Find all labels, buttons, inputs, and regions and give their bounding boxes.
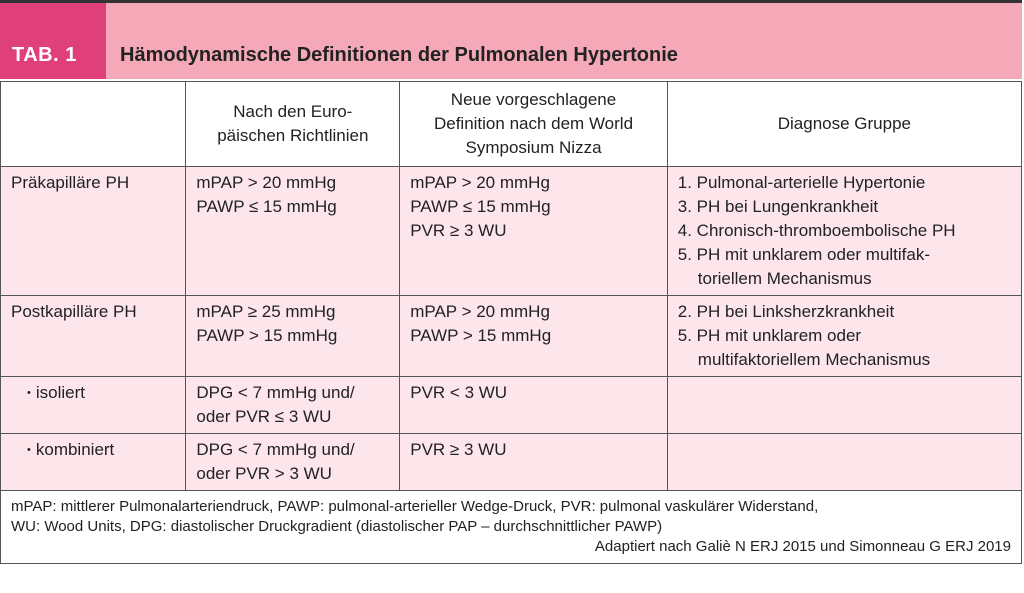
row-label: Postkapilläre PH xyxy=(11,302,137,321)
groups-line: toriellem Mechanismus xyxy=(697,269,872,288)
eu-line: DPG < 7 mmHg und/ xyxy=(196,440,355,459)
eu-line: PAWP ≤ 15 mmHg xyxy=(196,197,337,216)
groups-line: multifaktoriellem Mechanismus xyxy=(697,350,931,369)
column-header-new-line: Definition nach dem World xyxy=(433,114,634,133)
table-title: Hämodynamische Definitionen der Pulmonalen Hypertonie xyxy=(120,44,678,66)
column-header-empty xyxy=(1,82,186,167)
new-line: PAWP ≤ 15 mmHg xyxy=(410,197,551,216)
new-line: PVR ≥ 3 WU xyxy=(410,440,507,459)
row-label-cell xyxy=(1,167,186,296)
groups-line: 4. Chronisch-thromboembolische PH xyxy=(677,221,956,240)
table-row xyxy=(1,377,1022,434)
footnote-line: WU: Wood Units, DPG: diastolischer Druckgradient (diastolischer PAP – durchschnittlicher PAWP) xyxy=(11,518,663,535)
footnote-row xyxy=(1,491,1022,564)
eu-criteria-cell xyxy=(186,296,400,377)
eu-line: oder PVR > 3 WU xyxy=(196,464,332,483)
diagnosis-groups-cell xyxy=(667,296,1021,377)
diagnosis-groups-cell xyxy=(667,377,1021,434)
source-note: Adaptiert nach Galiè N ERJ 2015 und Simonneau G ERJ 2019 xyxy=(594,538,1011,555)
groups-line: 5. PH mit unklarem oder xyxy=(677,326,862,345)
footnote-line: mPAP: mittlerer Pulmonalarteriendruck, PAWP: pulmonal-arterieller Wedge-Druck, PVR: pulmonal vaskulärer Widerstand, xyxy=(11,498,819,515)
row-label-cell xyxy=(1,434,186,491)
column-header-new xyxy=(400,82,668,167)
new-criteria-cell xyxy=(400,167,668,296)
column-header-new-line: Neue vorgeschlagene xyxy=(450,90,617,109)
table-row xyxy=(1,296,1022,377)
groups-line: 5. PH mit unklarem oder multifak- xyxy=(677,245,931,264)
table-number: TAB. 1 xyxy=(12,44,77,66)
new-criteria-cell xyxy=(400,377,668,434)
new-line: PVR < 3 WU xyxy=(410,383,508,402)
row-label-cell xyxy=(1,377,186,434)
eu-criteria-cell xyxy=(186,167,400,296)
new-line: PAWP > 15 mmHg xyxy=(410,326,552,345)
diagnosis-groups-cell xyxy=(667,434,1021,491)
new-criteria-cell xyxy=(400,296,668,377)
eu-criteria-cell xyxy=(186,377,400,434)
groups-line: 3. PH bei Lungenkrankheit xyxy=(677,197,879,216)
row-label: • isoliert xyxy=(27,383,85,402)
row-label: Präkapilläre PH xyxy=(11,173,130,192)
row-label-cell xyxy=(1,296,186,377)
new-line: mPAP > 20 mmHg xyxy=(410,173,550,192)
groups-line: 2. PH bei Linksherzkrankheit xyxy=(677,302,895,321)
table-row xyxy=(1,434,1022,491)
new-criteria-cell xyxy=(400,434,668,491)
diagnosis-groups-cell xyxy=(667,167,1021,296)
column-header-eu-line: päischen Richtlinien xyxy=(217,126,369,145)
eu-line: mPAP > 20 mmHg xyxy=(196,173,337,192)
new-line: mPAP > 20 mmHg xyxy=(410,302,550,321)
definitions-table xyxy=(0,81,1022,564)
groups-line: 1. Pulmonal-arterielle Hypertonie xyxy=(677,173,926,192)
eu-line: mPAP ≥ 25 mmHg xyxy=(196,302,336,321)
eu-criteria-cell xyxy=(186,434,400,491)
table-row xyxy=(1,167,1022,296)
eu-line: DPG < 7 mmHg und/ xyxy=(196,383,355,402)
column-header-eu-line: Nach den Euro- xyxy=(233,102,353,121)
table-header-row xyxy=(1,82,1022,167)
column-header-new-line: Symposium Nizza xyxy=(465,138,602,157)
table-number-tab xyxy=(0,3,106,79)
eu-line: PAWP > 15 mmHg xyxy=(196,326,338,345)
new-line: PVR ≥ 3 WU xyxy=(410,221,507,240)
row-label: • kombiniert xyxy=(27,440,114,459)
column-header-diagnosis: Diagnose Gruppe xyxy=(667,82,1021,167)
footnote-cell xyxy=(1,491,1022,564)
eu-line: oder PVR ≤ 3 WU xyxy=(196,407,332,426)
column-header-eu xyxy=(186,82,400,167)
